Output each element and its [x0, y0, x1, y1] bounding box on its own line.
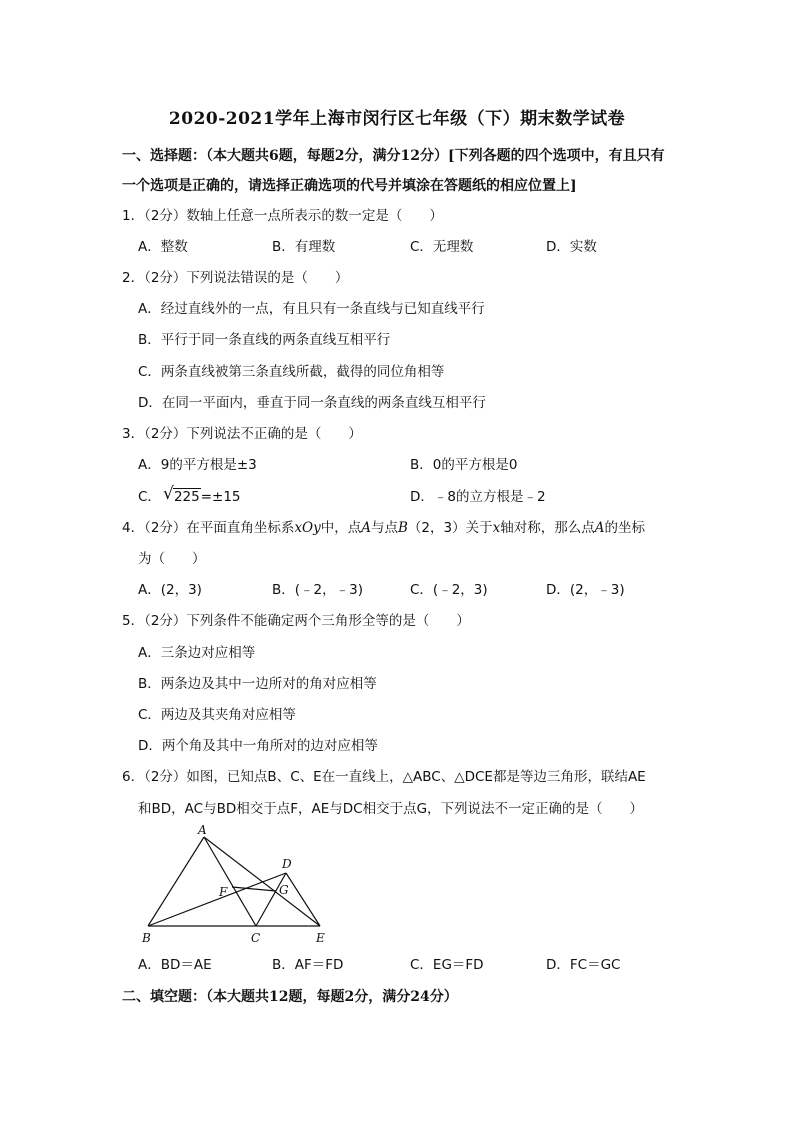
q4-stem-point-b: B: [398, 520, 408, 536]
q6-option-d: D．FC＝GC: [546, 957, 621, 973]
q3-option-d: D．﹣8的立方根是﹣2: [410, 489, 546, 505]
segment-de: [286, 873, 320, 926]
segment-ab: [148, 837, 204, 926]
segment-bd: [148, 873, 286, 926]
q5-stem: 5．（2分）下列条件不能确定两个三角形全等的是（ ）: [122, 613, 470, 629]
q2-stem: 2．（2分）下列说法错误的是（ ）: [122, 270, 349, 286]
q6-option-a: A．BD＝AE: [138, 957, 212, 973]
label-a: A: [198, 823, 207, 837]
q4-option-c: C．(﹣2，3): [410, 582, 488, 598]
segment-ae: [204, 837, 320, 926]
q4-option-a: A．(2，3): [138, 582, 202, 598]
q6-stem-line1: 6．（2分）如图，已知点B、C、E在一直线上，△ABC、△DCE都是等边三角形，联结AE: [122, 769, 646, 785]
q4-stem-part: （2，3）关于: [407, 520, 493, 536]
q4-stem-point-a: A: [361, 520, 371, 536]
q4-stem-part: 4．（2分）在平面直角坐标系: [122, 520, 295, 536]
q4-stem-part: 轴对称，那么点: [500, 520, 595, 536]
q3-option-b: B．0的平方根是0: [410, 457, 518, 473]
label-f: F: [219, 885, 228, 899]
q4-stem-line2: 为（ ）: [138, 551, 206, 567]
q3-stem: 3．（2分）下列说法不正确的是（ ）: [122, 426, 362, 442]
q3-option-c: [138, 484, 241, 507]
q5-option-d: D．两个角及其中一角所对的边对应相等: [138, 738, 378, 754]
section1-header-line2: 一个选项是正确的，请选择正确选项的代号并填涂在答题纸的相应位置上]: [122, 178, 577, 194]
q4-stem-part: 与点: [371, 520, 398, 536]
q4-stem-part: 的坐标: [604, 520, 645, 536]
q2-option-c: C．两条直线被第三条直线所截，截得的同位角相等: [138, 364, 445, 380]
label-b: B: [142, 931, 151, 945]
label-e: E: [316, 931, 325, 945]
q3-option-c-rest: =±15: [200, 489, 241, 505]
q4-stem-line1: [122, 518, 645, 538]
q5-option-a: A．三条边对应相等: [138, 645, 256, 661]
q1-stem: 1．（2分）数轴上任意一点所表示的数一定是（ ）: [122, 208, 443, 224]
q4-stem-x: x: [492, 520, 501, 536]
q1-option-b: B．有理数: [272, 239, 336, 255]
label-c: C: [251, 931, 261, 945]
q3-option-c-radicand: 225: [173, 489, 200, 505]
q2-option-b: B．平行于同一条直线的两条直线互相平行: [138, 332, 391, 348]
q4-stem-point-a: A: [594, 520, 605, 536]
q1-option-c: C．无理数: [410, 239, 474, 255]
q6-option-b: B．AF＝FD: [272, 957, 344, 973]
q6-stem-line2: 和BD，AC与BD相交于点F，AE与DC相交于点G，下列说法不一定正确的是（ ）: [138, 801, 644, 817]
q4-option-d: D．(2，﹣3): [546, 582, 625, 598]
q4-stem-xoy: xOy: [294, 520, 321, 536]
q5-option-b: B．两条边及其中一边所对的角对应相等: [138, 676, 377, 692]
q2-option-a: A．经过直线外的一点，有且只有一条直线与已知直线平行: [138, 301, 485, 317]
q3-option-c-label: C．: [138, 489, 161, 505]
q1-option-a: A．整数: [138, 239, 188, 255]
q4-stem-part: 中，点: [320, 520, 362, 536]
section2-header: 二、填空题：（本大题共12题，每题2分，满分24分）: [122, 989, 458, 1005]
sqrt-symbol: √ 225: [162, 484, 200, 505]
q5-option-c: C．两边及其夹角对应相等: [138, 707, 296, 723]
label-d: D: [282, 857, 292, 871]
page-title: 2020-2021学年上海市闵行区七年级（下）期末数学试卷: [168, 109, 626, 129]
q2-option-d: D．在同一平面内，垂直于同一条直线的两条直线互相平行: [138, 395, 486, 411]
label-g: G: [279, 883, 289, 897]
q4-option-b: B．(﹣2，﹣3): [272, 582, 363, 598]
section1-header-line1: 一、选择题：（本大题共6题，每题2分，满分12分）[下列各题的四个选项中，有且只有: [122, 148, 665, 164]
q6-option-c: C．EG＝FD: [410, 957, 484, 973]
q6-geometry-figure: [130, 820, 340, 950]
segment-ac: [204, 837, 256, 926]
q3-option-a: A．9的平方根是±3: [138, 457, 257, 473]
q1-option-d: D．实数: [546, 239, 597, 255]
